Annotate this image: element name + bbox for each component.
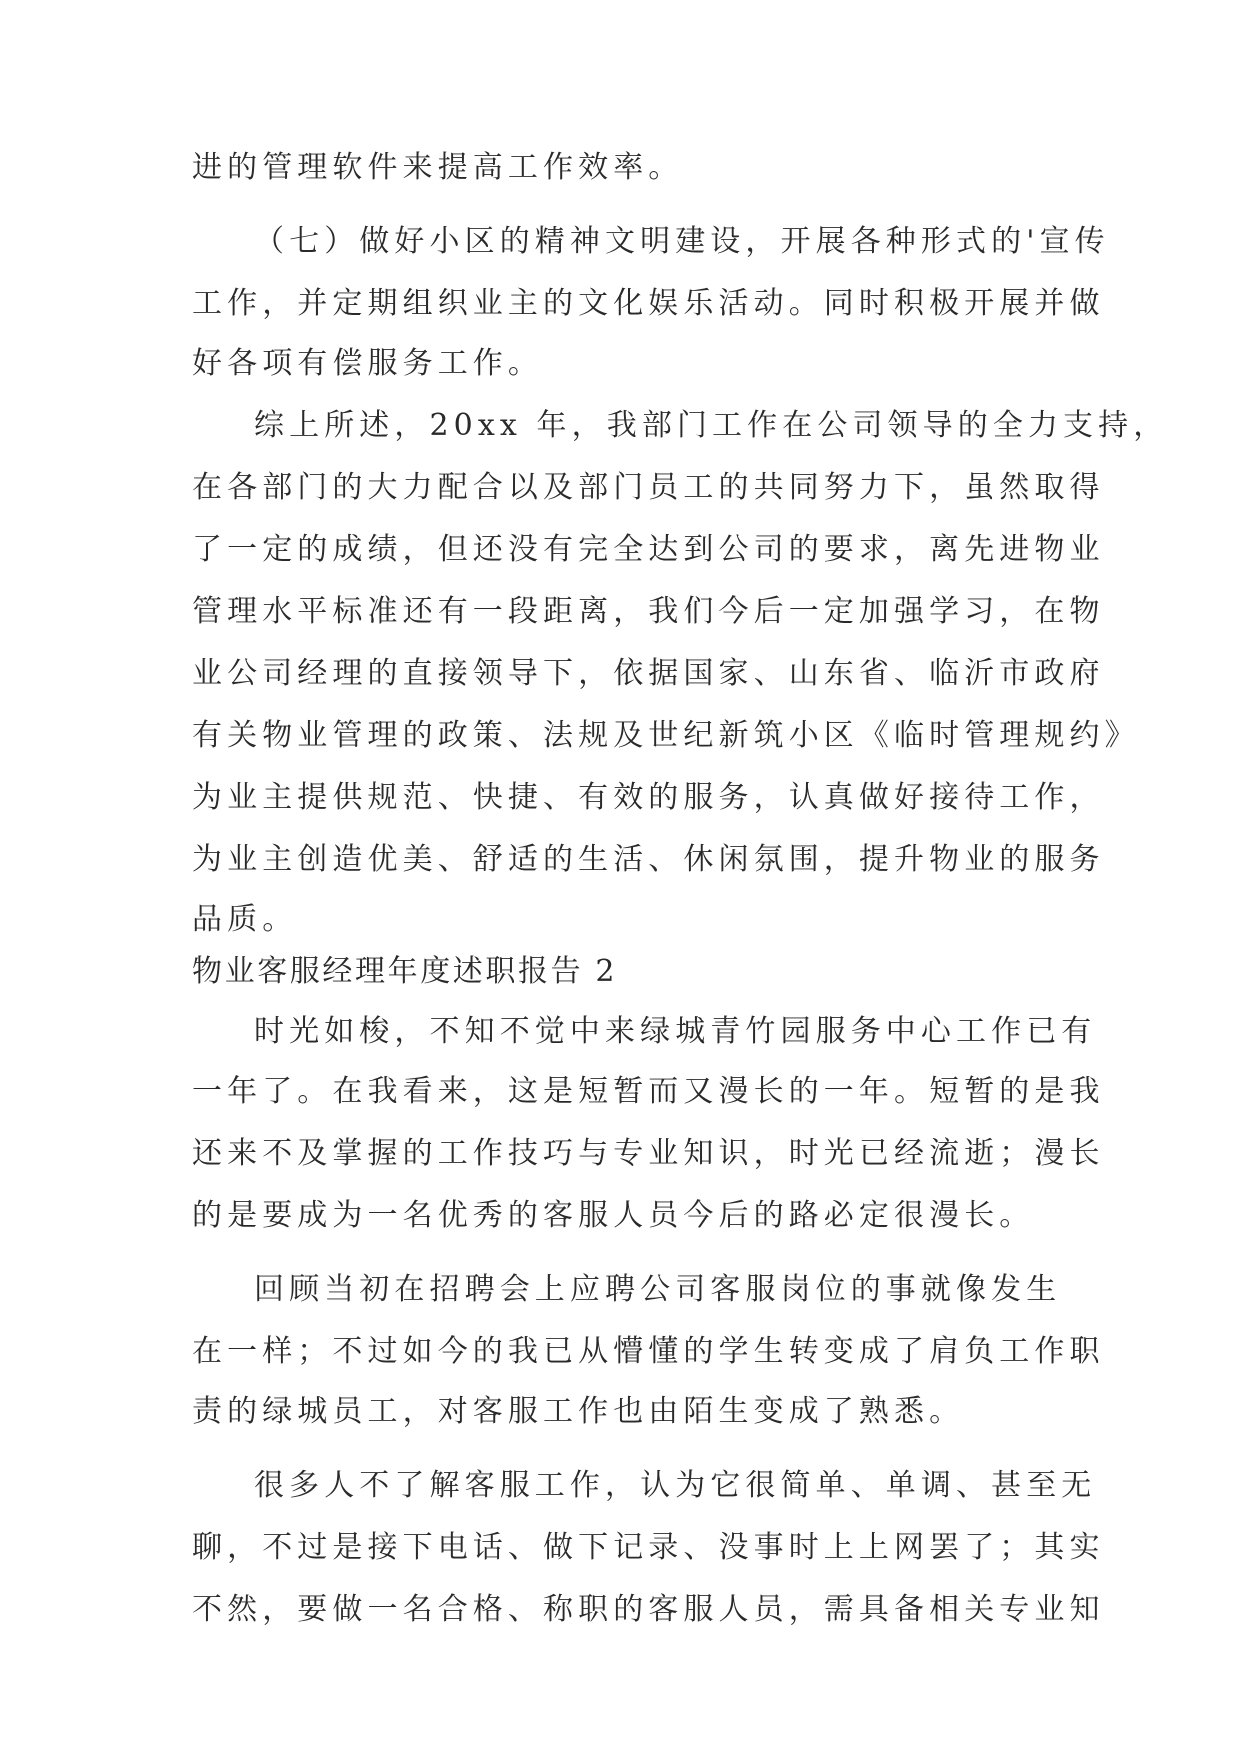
text-line: 为业主创造优美、舒适的生活、休闲氛围，提升物业的服务 xyxy=(192,842,1105,877)
text-line: 有关物业管理的政策、法规及世纪新筑小区《临时管理规约》 xyxy=(192,718,1140,753)
text-line: （七）做好小区的精神文明建设，开展各种形式的'宣传 xyxy=(254,224,1110,259)
text-line: 工作，并定期组织业主的文化娱乐活动。同时积极开展并做 xyxy=(192,286,1105,321)
text-line: 时光如梭，不知不觉中来绿城青竹园服务中心工作已有 xyxy=(254,1014,1097,1049)
text-line: 在各部门的大力配合以及部门员工的共同努力下，虽然取得 xyxy=(192,470,1105,505)
text-line: 在一样；不过如今的我已从懵懂的学生转变成了肩负工作职 xyxy=(192,1334,1105,1369)
text-line: 一年了。在我看来，这是短暂而又漫长的一年。短暂的是我 xyxy=(192,1074,1105,1109)
text-line: 不然，要做一名合格、称职的客服人员，需具备相关专业知 xyxy=(192,1592,1105,1627)
text-line: 的是要成为一名优秀的客服人员今后的路必定很漫长。 xyxy=(192,1198,1035,1233)
text-line: 综上所述，20xx 年，我部门工作在公司领导的全力支持， xyxy=(254,408,1169,443)
text-line: 进的管理软件来提高工作效率。 xyxy=(192,150,684,185)
text-line: 责的绿城员工，对客服工作也由陌生变成了熟悉。 xyxy=(192,1394,965,1429)
text-line: 聊，不过是接下电话、做下记录、没事时上上网罢了；其实 xyxy=(192,1530,1105,1565)
text-line: 很多人不了解客服工作，认为它很简单、单调、甚至无 xyxy=(254,1468,1097,1503)
text-line: 业公司经理的直接领导下，依据国家、山东省、临沂市政府 xyxy=(192,656,1105,691)
text-line: 为业主提供规范、快捷、有效的服务，认真做好接待工作， xyxy=(192,780,1105,815)
text-line: 了一定的成绩，但还没有完全达到公司的要求，离先进物业 xyxy=(192,532,1105,567)
text-line: 品质。 xyxy=(192,902,298,937)
text-line: 好各项有偿服务工作。 xyxy=(192,346,543,381)
text-line: 还来不及掌握的工作技巧与专业知识，时光已经流逝；漫长 xyxy=(192,1136,1105,1171)
text-line: 管理水平标准还有一段距离，我们今后一定加强学习，在物 xyxy=(192,594,1105,629)
section-heading: 物业客服经理年度述职报告 2 xyxy=(192,954,618,989)
text-line: 回顾当初在招聘会上应聘公司客服岗位的事就像发生 xyxy=(254,1272,1062,1307)
